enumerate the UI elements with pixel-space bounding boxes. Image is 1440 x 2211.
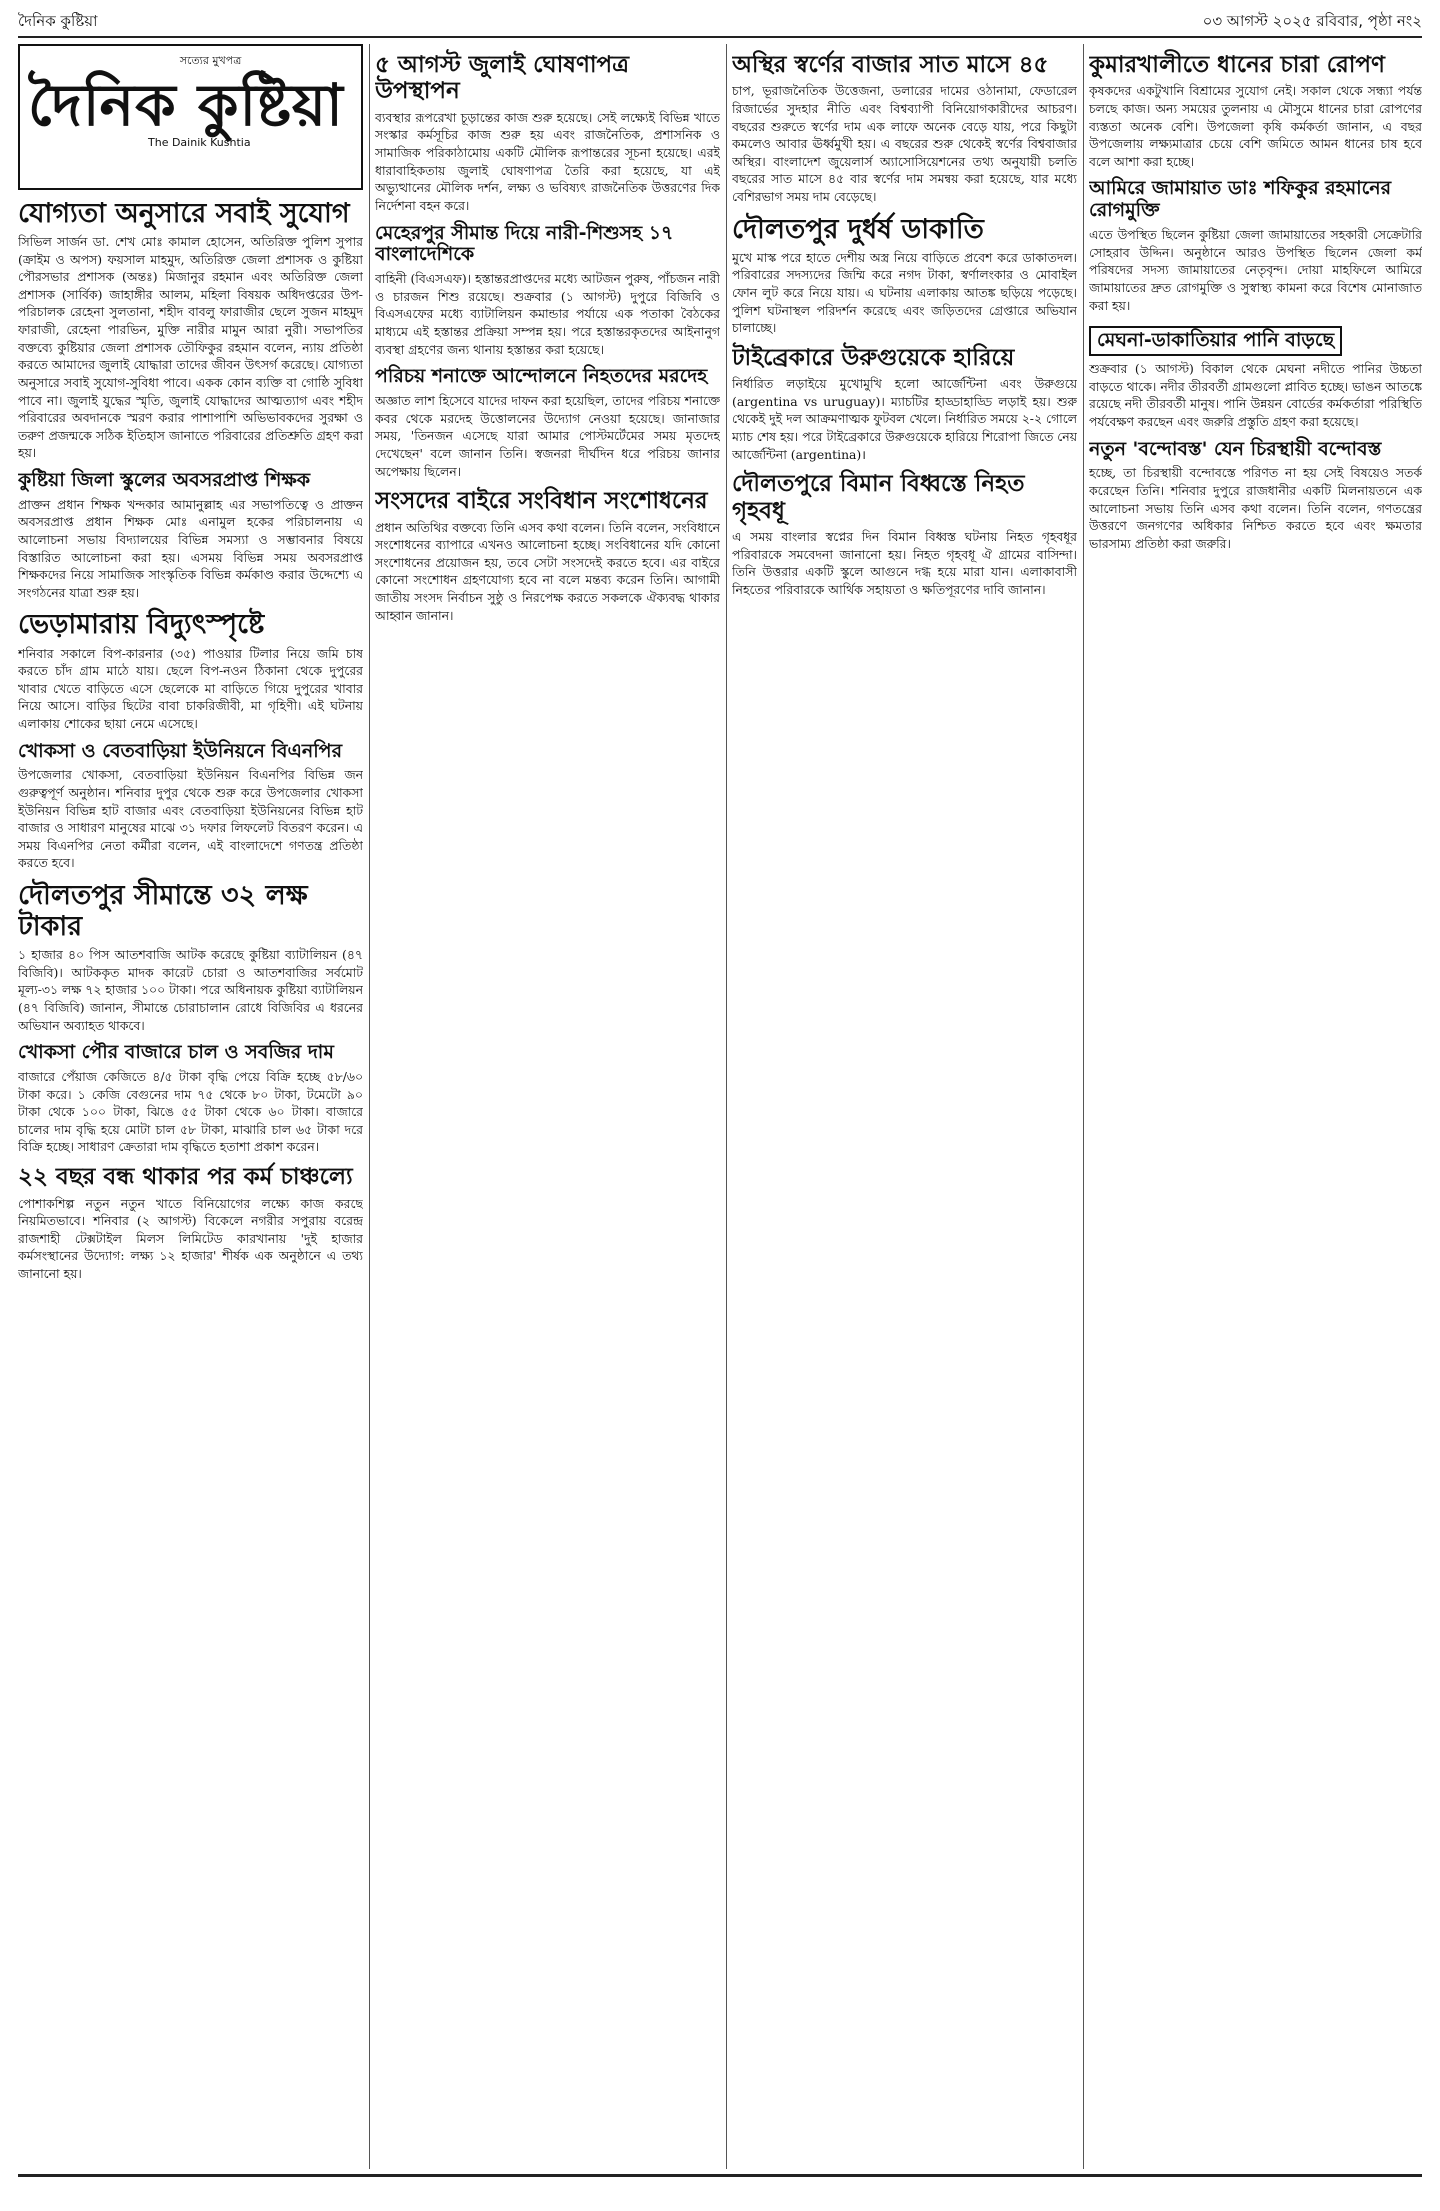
article-body: শনিবার সকালে বিপ-কারনার (৩৫) পাওয়ার টিলার নিয়ে জমি চাষ করতে চাঁদ গ্রাম মাঠে যায়। ছেলে বিপ-নওন ঠিকানা থেকে দুপুরের খাবার খেতে বাড়িতে এসে ছেলেকে মা বাড়িতে গিয়ে দুপুরের খাবার নিয়ে আসে। বাড়ির ছিটের বাবা চাকরিজীবী, মা গৃহিণী। এই ঘটনায় এলাকায় শোকের ছায়া নেমে এসেছে।: [18, 645, 363, 731]
article-body: ১ হাজার ৪০ পিস আতশবাজি আটক করেছে কুষ্টিয়া ব্যাটালিয়ন (৪৭ বিজিবি)। আটককৃত মাদক কারেট চোরা ও আতশবাজির সর্বমোট মূল্য-৩১ লক্ষ ৭২ হাজার ১০০ টাকা। পরে অধিনায়ক কুষ্টিয়া ব্যাটালিয়ন (৪৭ বিজিবি) জানান, সীমান্তে চোরাচালান রোধে বিজিবির এ ধরনের অভিযান অব্যাহত থাকবে।: [18, 947, 363, 1033]
article-body: এ সময় বাংলার স্বপ্নের দিন বিমান বিধ্বস্ত ঘটনায় নিহত গৃহবধূর পরিবারকে সমবেদনা জানানো হয়। নিহত গৃহবধূ ঐ গ্রামের বাসিন্দা। তিনি উত্তরার একটি স্কুলে আগুনে দগ্ধ হয়ে মারা যান। এলাকাবাসী নিহতের পরিবারকে আর্থিক সহায়তা ও ক্ষতিপূরণের দাবি জানান।: [732, 529, 1077, 597]
headline: আমিরে জামায়াত ডাঃ শফিকুর রহমানের রোগমুক্তি: [1089, 177, 1392, 222]
article-body: কৃষকদের একটুখানি বিশ্রামের সুযোগ নেই। সকাল থেকে সন্ধ্যা পর্যন্ত চলছে কাজ। অন্য সময়ের তুলনায় এ মৌসুমে ধানের চারা রোপণের ব্যস্ততা অনেক বেশি। উপজেলা কৃষি কর্মকর্তা জানান, এ বছর উপজেলায় লক্ষ্যমাত্রার চেয়ে বেশি জমিতে আমন ধানের চাষ হবে বলে আশা করা হচ্ছে।: [1089, 83, 1422, 169]
article-body: হচ্ছে, তা চিরস্থায়ী বন্দোবস্তে পরিণত না হয় সেই বিষয়েও সতর্ক করেছেন তিনি। শনিবার দুপুরে রাজধানীর একটি মিলনায়তনে এক আলোচনা সভায় তিনি এসব কথা বলেন। তিনি বলেন, গণতন্ত্রের উত্তরণে জনগণের অধিকার নিশ্চিত করতে হবে এবং ক্ষমতার ভারসাম্য প্রতিষ্ঠা করা জরুরি।: [1089, 465, 1422, 551]
column-divider: [726, 44, 727, 2169]
newspaper-page: [18, 44, 1422, 2169]
article-body: এতে উপস্থিত ছিলেন কুষ্টিয়া জেলা জামায়াতের সহকারী সেক্রেটারি সোহরাব উদ্দিন। অনুষ্ঠানে আরও উপস্থিত ছিলেন জেলা কর্ম পরিষদের সদস্য জামায়াতের নেতৃবৃন্দ। দোয়া মাহফিলে আমিরে জামায়াতের দ্রুত রোগমুক্তি ও সুস্বাস্থ্য কামনা করে বিশেষ মোনাজাত করা হয়।: [1089, 227, 1422, 313]
article-body: প্রধান অতিথির বক্তব্যে তিনি এসব কথা বলেন। তিনি বলেন, সংবিধানে সংশোধনের ব্যাপারে এখনও আলোচনা হচ্ছে। সংবিধানের যদি কোনো সংশোধনের প্রয়োজন হয়, তবে সেটা সংসদেই করতে হবে। এর বাইরে কোনো সংশোধন গ্রহণযোগ্য হবে না বলে মন্তব্য করেন তিনি। আগামী জাতীয় সংসদ নির্বাচন সুষ্ঠু ও নিরপেক্ষ করতে সকলকে ঐক্যবদ্ধ থাকার আহ্বান জানান।: [375, 519, 720, 623]
headline: ২২ বছর বন্ধ থাকার পর কর্ম চাঞ্চল্যে: [18, 1164, 353, 1191]
headline: দৌলতপুর দুর্ধর্ষ ডাকাতি: [732, 213, 984, 245]
header-date-page: ০৩ আগস্ট ২০২৫ রবিবার, পৃষ্ঠা নং২: [1202, 11, 1422, 30]
headline: নতুন 'বন্দোবস্ত' যেন চিরস্থায়ী বন্দোবস্ত: [1089, 437, 1382, 460]
page-header: [18, 8, 1422, 38]
headline: যোগ্যতা অনুসারে সবাই সুযোগ: [18, 198, 350, 229]
article-body: শুক্রবার (১ আগস্ট) বিকাল থেকে মেঘনা নদীতে পানির উচ্চতা বাড়তে থাকে। নদীর তীরবর্তী গ্রামগুলো প্লাবিত হচ্ছে। ভাঙন আতঙ্কে রয়েছে নদী তীরবর্তী মানুষ। পানি উন্নয়ন বোর্ডের কর্মকর্তারা পরিস্থিতি পর্যবেক্ষণ করছেন এবং জরুরি প্রস্তুতি গ্রহণ করা হয়েছে।: [1089, 361, 1422, 429]
headline: ভেড়ামারায় বিদ্যুৎস্পৃষ্টে: [18, 609, 265, 641]
headline: কুমারখালীতে ধানের চারা রোপণ: [1089, 52, 1385, 78]
article-body: প্রাক্তন প্রধান শিক্ষক খন্দকার আমানুল্লাহ এর সভাপতিত্বে ও প্রাক্তন অবসরপ্রাপ্ত প্রধান শিক্ষক মোঃ এনামুল হকের পরিচালনায় এ আলোচনা সভায় বিদ্যালয়ের বিভিন্ন সমস্যা ও সম্ভাবনার বিষয়ে বিস্তারিত আলোচনা করা হয়। এসময় বিভিন্ন সময় অবসরপ্রাপ্ত শিক্ষকদের নিয়ে সামাজিক সাংস্কৃতিক বিভিন্ন কর্মকাণ্ড করার উদ্দেশ্যে এ সংগঠনের যাত্রা শুরু হয়।: [18, 496, 363, 600]
article-body: অজ্ঞাত লাশ হিসেবে যাদের দাফন করা হয়েছিল, তাদের পরিচয় শনাক্তে কবর থেকে মরদেহ উত্তোলনের উদ্যোগ নেওয়া হয়েছে। জানাজার সময়, 'তিনজন এসেছে যারা আমার পোস্টমর্টেমের সময় মৃতদেহ দেখেছেন' বলে জানান তিনি। স্বজনরা দীর্ঘদিন ধরে পরিচয় জানার অপেক্ষায় ছিলেন।: [375, 393, 720, 479]
masthead: [18, 44, 363, 190]
article-body: ব্যবস্থার রূপরেখা চূড়ান্তের কাজ শুরু হয়েছে। সেই লক্ষ্যেই বিভিন্ন খাতে সংস্কার কর্মসূচির কাজ শুরু হয় এবং রাজনৈতিক, প্রশাসনিক ও সামাজিক পরিকাঠামোয় একটি মৌলিক রূপান্তরের সূচনা হয়েছে। এরই ধারাবাহিকতায় জুলাই ঘোষণাপত্র তৈরি করা হয়েছে, যা এই অভ্যুত্থানের মৌলিক দর্শন, লক্ষ্য ও ভবিষ্যৎ রাজনৈতিক উত্তরণের দিক নির্দেশনা বহন করে।: [375, 109, 720, 213]
column-divider: [369, 44, 370, 2169]
headline: খোকসা ও বেতবাড়িয়া ইউনিয়নে বিএনপির: [18, 739, 343, 762]
column-divider: [1083, 44, 1084, 2169]
masthead-motto: সত্যের মুখপত্র: [179, 54, 242, 67]
column-2: [375, 44, 720, 2169]
article-body: বাজারে পেঁয়াজ কেজিতে ৪/৫ টাকা বৃদ্ধি পেয়ে বিক্রি হচ্ছে ৫৮/৬০ টাকা করে। ১ কেজি বেগুনের দাম ৭৫ থেকে ৮০ টাকা, টমেটো ৯০ টাকা থেকে ১০০ টাকা, ঝিঙে ৫৫ টাকা থেকে ৬০ টাকা। বাজারে চালের দাম বৃদ্ধি হয়ে মোটা চাল ৫৮ টাকা, মাঝারি চাল ৬৫ টাকা দরে বিক্রি হচ্ছে। সাধারণ ক্রেতারা দাম বৃদ্ধিতে হতাশা প্রকাশ করেন।: [18, 1069, 363, 1155]
article-body: পোশাকশিল্প নতুন নতুন খাতে বিনিয়োগের লক্ষ্যে কাজ করছে নিয়মিতভাবে। শনিবার (২ আগস্ট) বিকেলে নগরীর সপুরায় বরেন্দ্র রাজশাহী টেক্সটাইল মিলস লিমিটেড কারখানায় 'দুই হাজার কর্মসংস্থানের উদ্যোগ: লক্ষ্য ১২ হাজার' শীর্ষক এক অনুষ্ঠানে এ তথ্য জানানো হয়।: [18, 1195, 363, 1281]
column-3: [732, 44, 1077, 2169]
column-1: [18, 44, 363, 2169]
headline: মেঘনা-ডাকাতিয়ার পানি বাড়ছে: [1089, 326, 1342, 356]
footer-rule: [18, 2174, 1422, 2177]
article-body: মুখে মাস্ক পরে হাতে দেশীয় অস্ত্র নিয়ে বাড়িতে প্রবেশ করে ডাকাতদল। পরিবারের সদস্যদের জিম্মি করে নগদ টাকা, স্বর্ণালংকার ও মোবাইল ফোন লুট করে নিয়ে যায়। এ ঘটনায় এলাকায় আতঙ্ক ছড়িয়ে পড়েছে। পুলিশ ঘটনাস্থল পরিদর্শন করেছে এবং জড়িতদের গ্রেপ্তারে অভিযান চালাচ্ছে।: [732, 249, 1077, 336]
article-body: নির্ধারিত লড়াইয়ে মুখোমুখি হলো আর্জেন্টিনা এবং উরুগুয়ে (argentina vs uruguay)। ম্যাচটির হাড্ডাহাড্ডি লড়াই হয়। শুরু থেকেই দুই দল আক্রমণাত্মক ফুটবল খেলে। নির্ধারিত সময়ে ২-২ গোলে ম্যাচ শেষ হয়। পরে টাইব্রেকারে উরুগুয়েকে হারিয়ে শিরোপা জিতে নেয় আর্জেন্টিনা (argentina)।: [732, 376, 1077, 462]
article-body: সিভিল সার্জন ডা. শেখ মোঃ কামাল হোসেন, অতিরিক্ত পুলিশ সুপার (ক্রাইম ও অপস) ফয়সাল মাহমুদ, অতিরিক্ত জেলা প্রশাসক ও কুষ্টিয়া পৌরসভার প্রশাসক (অন্তঃ) মিজানুর রহমান এবং অতিরিক্ত জেলা প্রশাসক (সার্বিক) জাহাঙ্গীর আলম, মহিলা বিষয়ক অধিদপ্তরের উপ-পরিচালক রেহেনা সুলতানা, শহীদ বাবলু ফারাজীর ছেলে সুজন মাহমুদ ফারাজী, রেহেনা পারভিন, মুক্তি নারীর মামুন আরা নুরী। সভাপতির বক্তব্যে কুষ্টিয়ার জেলা প্রশাসক তৌফিকুর রহমান বলেন, ন্যায় প্রতিষ্ঠা করতে আমাদের জুলাই যোদ্ধারা তাদের জীবন উৎসর্গ করেছে। যোগ্যতা অনুসারে সবাই সুযোগ-সুবিধা পাবে। একক কোন ব্যক্তি বা গোষ্ঠি সুবিধা পাবে না। জুলাই যুদ্ধের স্মৃতি, জুলাই যোদ্ধাদের আত্মত্যাগ এবং শহীদ পরিবারের অবদানকে স্মরণ করার পাশাপাশি অভিভাবকদের সুরক্ষা ও তরুণ প্রজন্মকে সঠিক ইতিহাস জানাতে পরিবারের প্রতিশ্রুতি গ্রহণ করা হয়।: [18, 234, 363, 461]
masthead-english: The Dainik Kushtia: [148, 135, 251, 149]
article-body: চাপ, ভূরাজনৈতিক উত্তেজনা, ডলারের দামের ওঠানামা, ফেডারেল রিজার্ভের সুদহার নীতি এবং বিশ্বব্যাপী বিনিয়োগকারীদের আচরণ। বছরের শুরুতে স্বর্ণের দাম এক লাফে অনেক বেড়ে যায়, পরে কিছুটা কমলেও আবার ঊর্ধ্বমুখী হয়। এ বছরের শুরু থেকেই স্বর্ণের বিশ্ববাজার অস্থির। বাংলাদেশ জুয়েলার্স অ্যাসোসিয়েশনের তথ্য অনুযায়ী চলতি বছরের সাত মাসে ৪৫ বার স্বর্ণের দাম সমন্বয় করা হয়েছে, যার মধ্যে বেশিরভাগ সময় দাম বেড়েছে।: [732, 83, 1077, 205]
headline: দৌলতপুরে বিমান বিধ্বস্তে নিহত গৃহবধূ: [732, 471, 1025, 524]
header-paper-name: দৈনিক কুষ্টিয়া: [18, 11, 98, 30]
article-body: উপজেলার খোকসা, বেতবাড়িয়া ইউনিয়ন বিএনপির বিভিন্ন জন গুরুত্বপূর্ণ অনুষ্ঠান। শনিবার দুপুর থেকে শুরু করে উপজেলার খোকসা ইউনিয়ন বিভিন্ন হাট বাজার এবং বেতবাড়িয়া ইউনিয়নের বিভিন্ন হাট বাজার ও সাধারণ মানুষের মাঝে ৩১ দফার লিফলেট বিতরণ করেন। এ সময় বিএনপির নেতা কর্মীরা বলেন, এই বাংলাদেশে গণতন্ত্র প্রতিষ্ঠা করতে হবে।: [18, 767, 363, 871]
masthead-title: দৈনিক কুষ্টিয়া: [28, 71, 344, 139]
article-body: বাহিনী (বিএসএফ)। হস্তান্তরপ্রাপ্তদের মধ্যে আটজন পুরুষ, পাঁচজন নারী ও চারজন শিশু রয়েছে। শুক্রবার (১ আগস্ট) দুপুরে বিজিবি ও বিএসএফের মধ্যে ব্যাটালিয়ন কমান্ডার পর্যায়ে এক পতাকা বৈঠকের মাধ্যমে এই হস্তান্তর প্রক্রিয়া সম্পন্ন হয়। পরে হস্তান্তরকৃতদের আইনানুগ ব্যবস্থা গ্রহণের জন্য থানায় হস্তান্তর করা হয়েছে।: [375, 271, 720, 357]
headline: সংসদের বাইরে সংবিধান সংশোধনের: [375, 488, 708, 515]
headline: অস্থির স্বর্ণের বাজার সাত মাসে ৪৫: [732, 52, 1049, 78]
headline: ৫ আগস্ট জুলাই ঘোষণাপত্র উপস্থাপন: [375, 52, 630, 105]
headline: দৌলতপুর সীমান্তে ৩২ লক্ষ টাকার: [18, 880, 308, 943]
headline: টাইব্রেকারে উরুগুয়েকে হারিয়ে: [732, 344, 1015, 371]
headline: খোকসা পৌর বাজারে চাল ও সবজির দাম: [18, 1041, 334, 1064]
headline: পরিচয় শনাক্তে আন্দোলনে নিহতদের মরদেহ: [375, 365, 708, 388]
headline: মেহেরপুর সীমান্ত দিয়ে নারী-শিশুসহ ১৭ বাংলাদেশিকে: [375, 221, 674, 266]
headline: কুষ্টিয়া জিলা স্কুলের অবসরপ্রাপ্ত শিক্ষক: [18, 468, 311, 491]
column-4: [1089, 44, 1422, 2169]
